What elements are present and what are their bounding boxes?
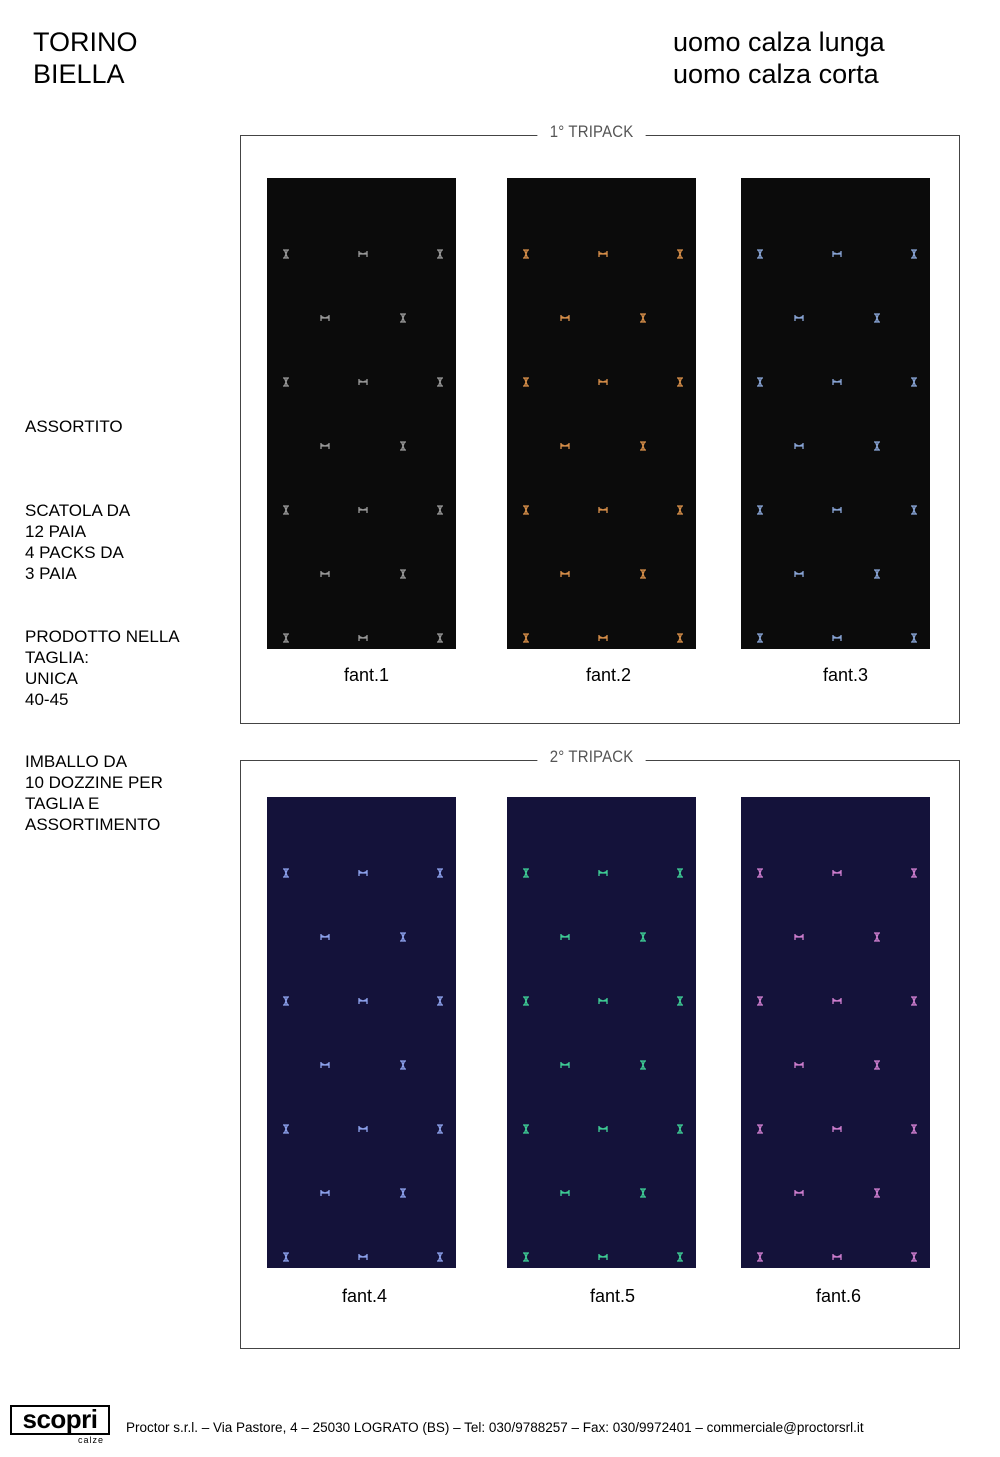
size-info-text: PRODOTTO NELLA TAGLIA: UNICA 40-45: [25, 627, 180, 709]
sock-swatch-fant-1: [267, 178, 456, 649]
sock-swatch-fant-3: [741, 178, 930, 649]
variant-label-fant-5: fant.5: [589, 1286, 636, 1306]
sock-pattern-graphic: [267, 797, 456, 1268]
variant-label-fant-1: fant.1: [343, 665, 390, 685]
sock-pattern-graphic: [741, 797, 930, 1268]
sock-base: [267, 797, 456, 1268]
sock-pattern-graphic: [507, 178, 696, 649]
tripack-2-label: 2° TRIPACK: [537, 747, 645, 767]
sock-base: [507, 797, 696, 1268]
product-short-sock: uomo calza corta: [673, 59, 879, 89]
sock-swatch-fant-6: [741, 797, 930, 1268]
scopri-logo: [10, 1405, 110, 1445]
sock-base: [741, 797, 930, 1268]
assortment-text: ASSORTITO: [25, 417, 123, 436]
box-info-text: SCATOLA DA 12 PAIA 4 PACKS DA 3 PAIA: [25, 501, 131, 583]
city-torino: TORINO: [33, 27, 138, 57]
tripack-1-label: 1° TRIPACK: [537, 122, 645, 142]
sock-swatch-fant-4: [267, 797, 456, 1268]
sock-swatch-fant-5: [507, 797, 696, 1268]
variant-label-fant-3: fant.3: [822, 665, 869, 685]
logo-subtext: calze: [77, 1435, 104, 1445]
sock-base: [741, 178, 930, 649]
sock-pattern-graphic: [741, 178, 930, 649]
product-long-sock: uomo calza lunga: [673, 27, 885, 57]
sock-base: [507, 178, 696, 649]
sock-pattern-graphic: [507, 797, 696, 1268]
company-contact-line: Proctor s.r.l. – Via Pastore, 4 – 25030 LOGRATO (BS) – Tel: 030/9788257 – Fax: 030/9972401 – commerciale@proctorsrl.it: [126, 1420, 864, 1435]
variant-label-fant-6: fant.6: [815, 1286, 862, 1306]
variant-label-fant-4: fant.4: [341, 1286, 388, 1306]
city-biella: BIELLA: [33, 59, 125, 89]
sock-swatch-fant-2: [507, 178, 696, 649]
variant-label-fant-2: fant.2: [585, 665, 632, 685]
logo-wordmark: scopri: [10, 1405, 110, 1435]
sock-base: [267, 178, 456, 649]
sock-pattern-graphic: [267, 178, 456, 649]
packaging-info-text: IMBALLO DA 10 DOZZINE PER TAGLIA E ASSORTIMENTO: [25, 752, 163, 834]
